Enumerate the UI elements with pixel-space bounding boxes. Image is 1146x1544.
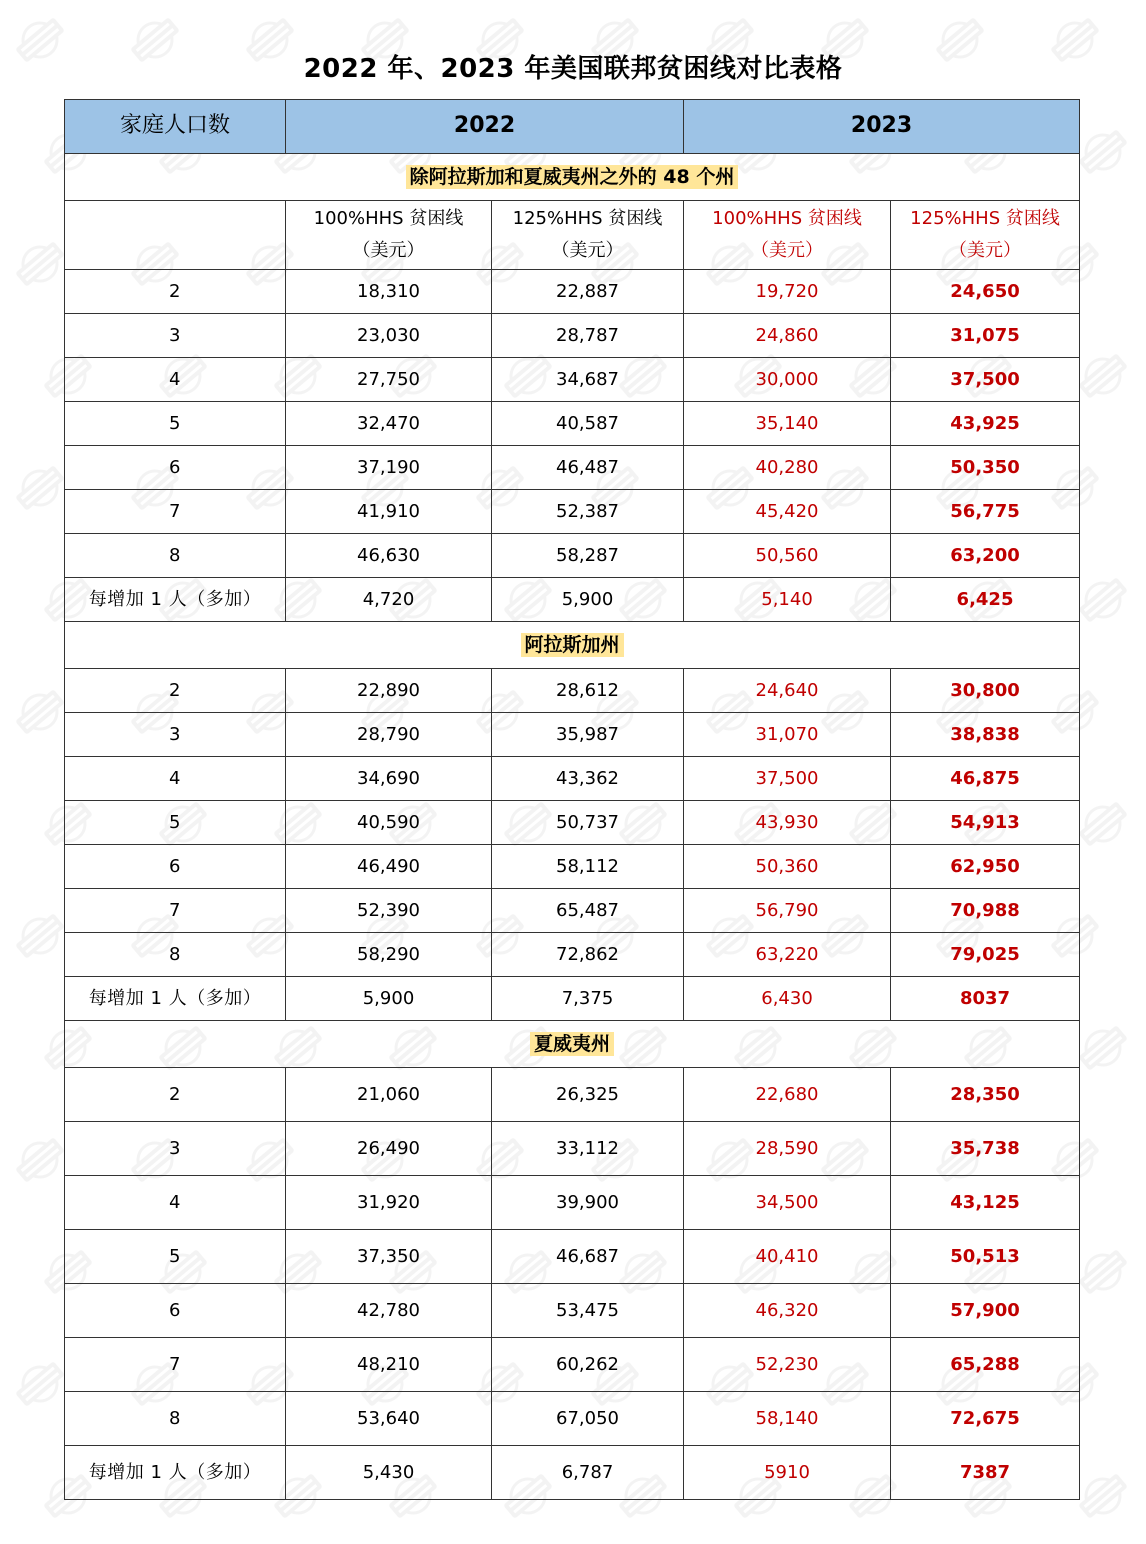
value-2023-100-cell: 50,560 <box>684 534 891 578</box>
value-2023-100-cell: 5,140 <box>684 578 891 622</box>
value-2023-125-cell: 30,800 <box>891 669 1080 713</box>
section-title: 阿拉斯加州 <box>521 633 624 657</box>
table-row <box>65 1068 1080 1122</box>
household-size-cell: 2 <box>65 1068 286 1122</box>
section-cell <box>65 154 1080 201</box>
table-row <box>65 1392 1080 1446</box>
value-2023-100-cell: 5910 <box>684 1446 891 1500</box>
table-row <box>65 578 1080 622</box>
household-size-cell: 3 <box>65 314 286 358</box>
value-2022-100-cell: 26,490 <box>286 1122 492 1176</box>
table-row <box>65 845 1080 889</box>
table-row <box>65 490 1080 534</box>
value-2023-100-cell: 22,680 <box>684 1068 891 1122</box>
value-2023-125-cell: 7387 <box>891 1446 1080 1500</box>
value-2022-100-cell: 18,310 <box>286 270 492 314</box>
value-2022-100-cell: 41,910 <box>286 490 492 534</box>
value-2022-125-cell: 28,612 <box>492 669 684 713</box>
value-2022-125-cell: 52,387 <box>492 490 684 534</box>
value-2022-125-cell: 39,900 <box>492 1176 684 1230</box>
value-2022-125-cell: 43,362 <box>492 757 684 801</box>
table-row <box>65 270 1080 314</box>
value-2022-125-cell: 35,987 <box>492 713 684 757</box>
table-row <box>65 713 1080 757</box>
table-row <box>65 1176 1080 1230</box>
table-row <box>65 1338 1080 1392</box>
section-cell <box>65 1021 1080 1068</box>
household-size-cell: 3 <box>65 713 286 757</box>
value-2023-125-cell: 54,913 <box>891 801 1080 845</box>
table-row <box>65 1284 1080 1338</box>
value-2022-125-cell: 28,787 <box>492 314 684 358</box>
value-2023-125-cell: 63,200 <box>891 534 1080 578</box>
value-2022-100-cell: 21,060 <box>286 1068 492 1122</box>
value-2023-125-cell: 43,925 <box>891 402 1080 446</box>
value-2023-125-cell: 35,738 <box>891 1122 1080 1176</box>
household-size-cell: 3 <box>65 1122 286 1176</box>
table-row <box>65 402 1080 446</box>
value-2022-125-cell: 67,050 <box>492 1392 684 1446</box>
value-2022-100-cell: 28,790 <box>286 713 492 757</box>
page-title: 2022 年、2023 年美国联邦贫困线对比表格 <box>303 54 843 84</box>
value-2022-100-cell: 27,750 <box>286 358 492 402</box>
value-2022-125-cell: 26,325 <box>492 1068 684 1122</box>
subheader-c1 <box>286 201 492 270</box>
value-2023-100-cell: 24,640 <box>684 669 891 713</box>
value-2023-125-cell: 46,875 <box>891 757 1080 801</box>
value-2022-100-cell: 53,640 <box>286 1392 492 1446</box>
household-size-cell: 5 <box>65 801 286 845</box>
value-2022-125-cell: 53,475 <box>492 1284 684 1338</box>
value-2023-100-cell: 63,220 <box>684 933 891 977</box>
value-2023-100-cell: 43,930 <box>684 801 891 845</box>
household-size-cell: 8 <box>65 933 286 977</box>
value-2023-125-cell: 72,675 <box>891 1392 1080 1446</box>
table-row <box>65 358 1080 402</box>
value-2023-100-cell: 24,860 <box>684 314 891 358</box>
header-row <box>65 100 1080 154</box>
value-2023-100-cell: 35,140 <box>684 402 891 446</box>
value-2023-100-cell: 52,230 <box>684 1338 891 1392</box>
household-size-cell: 4 <box>65 1176 286 1230</box>
table-row <box>65 933 1080 977</box>
value-2023-125-cell: 70,988 <box>891 889 1080 933</box>
value-2023-125-cell: 50,513 <box>891 1230 1080 1284</box>
table-row <box>65 889 1080 933</box>
value-2023-125-cell: 79,025 <box>891 933 1080 977</box>
value-2023-100-cell: 28,590 <box>684 1122 891 1176</box>
header-year-2022: 2022 <box>286 100 684 154</box>
subheader-c2 <box>492 201 684 270</box>
subheader-c2-line2: （美元） <box>551 240 624 261</box>
household-size-cell: 每增加 1 人（多加） <box>65 578 286 622</box>
subheader-c3-line2: （美元） <box>751 240 824 261</box>
value-2022-100-cell: 23,030 <box>286 314 492 358</box>
table-row <box>65 446 1080 490</box>
subheader-c2-line1: 125%HHS 贫困线 <box>512 208 663 229</box>
value-2022-125-cell: 6,787 <box>492 1446 684 1500</box>
value-2023-100-cell: 31,070 <box>684 713 891 757</box>
value-2022-100-cell: 34,690 <box>286 757 492 801</box>
table-row <box>65 1122 1080 1176</box>
value-2022-100-cell: 37,190 <box>286 446 492 490</box>
subheader-c1-line1: 100%HHS 贫困线 <box>313 208 464 229</box>
value-2023-125-cell: 50,350 <box>891 446 1080 490</box>
household-size-cell: 4 <box>65 757 286 801</box>
value-2022-125-cell: 5,900 <box>492 578 684 622</box>
value-2022-125-cell: 60,262 <box>492 1338 684 1392</box>
subheader-c4 <box>891 201 1080 270</box>
value-2023-100-cell: 40,410 <box>684 1230 891 1284</box>
section-title: 夏威夷州 <box>530 1032 614 1056</box>
value-2022-125-cell: 46,687 <box>492 1230 684 1284</box>
value-2022-100-cell: 48,210 <box>286 1338 492 1392</box>
value-2022-125-cell: 65,487 <box>492 889 684 933</box>
section-row <box>65 622 1080 669</box>
value-2022-100-cell: 46,490 <box>286 845 492 889</box>
value-2023-100-cell: 19,720 <box>684 270 891 314</box>
household-size-cell: 每增加 1 人（多加） <box>65 1446 286 1500</box>
household-size-cell: 2 <box>65 669 286 713</box>
table-row <box>65 314 1080 358</box>
value-2023-100-cell: 50,360 <box>684 845 891 889</box>
header-household-size: 家庭人口数 <box>65 100 286 154</box>
value-2023-100-cell: 56,790 <box>684 889 891 933</box>
household-size-cell: 5 <box>65 1230 286 1284</box>
value-2022-100-cell: 37,350 <box>286 1230 492 1284</box>
table-row <box>65 1230 1080 1284</box>
subheader-c4-line1: 125%HHS 贫困线 <box>910 208 1060 229</box>
value-2022-125-cell: 40,587 <box>492 402 684 446</box>
header-year-2023: 2023 <box>684 100 1080 154</box>
value-2022-100-cell: 46,630 <box>286 534 492 578</box>
value-2022-100-cell: 32,470 <box>286 402 492 446</box>
household-size-cell: 4 <box>65 358 286 402</box>
value-2022-125-cell: 50,737 <box>492 801 684 845</box>
household-size-cell: 6 <box>65 446 286 490</box>
table-row <box>65 801 1080 845</box>
value-2023-100-cell: 30,000 <box>684 358 891 402</box>
household-size-cell: 每增加 1 人（多加） <box>65 977 286 1021</box>
value-2023-125-cell: 43,125 <box>891 1176 1080 1230</box>
value-2022-125-cell: 22,887 <box>492 270 684 314</box>
section-cell <box>65 622 1080 669</box>
household-size-cell: 7 <box>65 889 286 933</box>
table-row <box>65 1446 1080 1500</box>
household-size-cell: 8 <box>65 1392 286 1446</box>
value-2023-125-cell: 8037 <box>891 977 1080 1021</box>
household-size-cell: 7 <box>65 490 286 534</box>
subheader-c1-line2: （美元） <box>352 240 425 261</box>
value-2023-100-cell: 46,320 <box>684 1284 891 1338</box>
subheader-blank-cell <box>65 201 286 270</box>
household-size-cell: 2 <box>65 270 286 314</box>
value-2022-125-cell: 72,862 <box>492 933 684 977</box>
value-2022-125-cell: 7,375 <box>492 977 684 1021</box>
table-row <box>65 977 1080 1021</box>
value-2023-100-cell: 37,500 <box>684 757 891 801</box>
household-size-cell: 7 <box>65 1338 286 1392</box>
household-size-cell: 5 <box>65 402 286 446</box>
section-row <box>65 1021 1080 1068</box>
value-2022-100-cell: 52,390 <box>286 889 492 933</box>
value-2022-100-cell: 40,590 <box>286 801 492 845</box>
poverty-line-table <box>64 99 1080 1500</box>
value-2022-125-cell: 46,487 <box>492 446 684 490</box>
value-2023-125-cell: 56,775 <box>891 490 1080 534</box>
subheader-row <box>65 201 1080 270</box>
value-2023-125-cell: 6,425 <box>891 578 1080 622</box>
table-row <box>65 669 1080 713</box>
value-2023-125-cell: 31,075 <box>891 314 1080 358</box>
household-size-cell: 6 <box>65 1284 286 1338</box>
value-2023-100-cell: 58,140 <box>684 1392 891 1446</box>
household-size-cell: 6 <box>65 845 286 889</box>
value-2023-125-cell: 24,650 <box>891 270 1080 314</box>
value-2022-125-cell: 58,287 <box>492 534 684 578</box>
section-title: 除阿拉斯加和夏威夷州之外的 48 个州 <box>406 165 739 189</box>
value-2023-125-cell: 57,900 <box>891 1284 1080 1338</box>
value-2023-100-cell: 45,420 <box>684 490 891 534</box>
table-row <box>65 757 1080 801</box>
subheader-c3 <box>684 201 891 270</box>
value-2022-100-cell: 5,430 <box>286 1446 492 1500</box>
value-2022-100-cell: 22,890 <box>286 669 492 713</box>
value-2023-125-cell: 62,950 <box>891 845 1080 889</box>
table-row <box>65 534 1080 578</box>
household-size-cell: 8 <box>65 534 286 578</box>
value-2023-100-cell: 40,280 <box>684 446 891 490</box>
value-2022-125-cell: 34,687 <box>492 358 684 402</box>
value-2022-125-cell: 33,112 <box>492 1122 684 1176</box>
value-2022-100-cell: 42,780 <box>286 1284 492 1338</box>
value-2022-100-cell: 58,290 <box>286 933 492 977</box>
subheader-c3-line1: 100%HHS 贫困线 <box>712 208 862 229</box>
value-2023-125-cell: 28,350 <box>891 1068 1080 1122</box>
value-2023-100-cell: 34,500 <box>684 1176 891 1230</box>
value-2023-125-cell: 38,838 <box>891 713 1080 757</box>
section-row <box>65 154 1080 201</box>
value-2022-100-cell: 31,920 <box>286 1176 492 1230</box>
value-2023-125-cell: 37,500 <box>891 358 1080 402</box>
value-2022-100-cell: 5,900 <box>286 977 492 1021</box>
value-2023-125-cell: 65,288 <box>891 1338 1080 1392</box>
value-2023-100-cell: 6,430 <box>684 977 891 1021</box>
value-2022-125-cell: 58,112 <box>492 845 684 889</box>
subheader-c4-line2: （美元） <box>949 240 1022 261</box>
value-2022-100-cell: 4,720 <box>286 578 492 622</box>
